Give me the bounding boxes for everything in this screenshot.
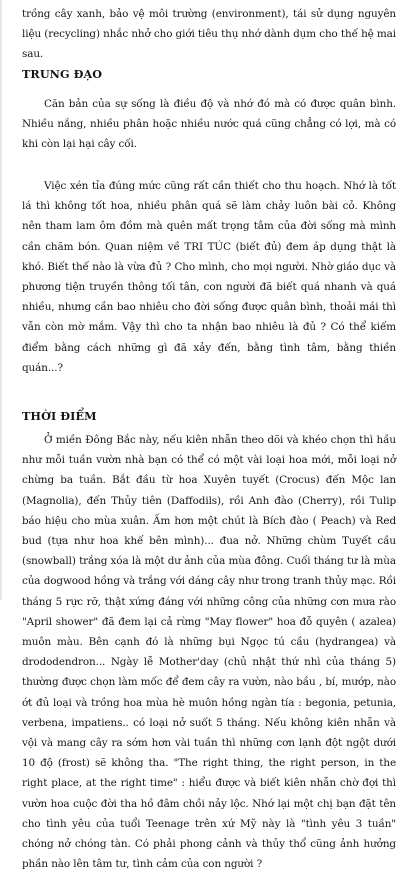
paragraph-seasons-text: Ở miền Đông Bắc này, nếu kiên nhẫn theo dõi và khéo chọn thì hầu như mỗi tuần vườn nhà bạn có thể có một vài loại hoa mới, mỗi loại nở chừng ba tuần. Bắt đầu từ hoa Xuyên tuyết (Crocus) đến Mộc lan (Magnolia), đến Thủy tiên (Daffodils), rồi Anh đào (Cherry), rồi Tulip báo hiệu cho mùa xuân. Ấm hơn một chút là Bích đào ( Peach) và Red bud (tựa như hoa khế bên mình)... đua nở. Những chùm Tuyết cầu (snowball) trắng xóa là một dư ảnh của mùa đông. Cuối tháng tư là mùa của dogwood hồng và trắng với dáng cây như trong tranh thủy mạc. Rồi tháng 5 rực rỡ, thật xứng đáng với những công của những cơn mưa rào "April shower" đã đem lại cả rừng "May flower" hoa đỗ quyên ( azalea) muôn màu. Bên cạnh đó là những bụi Ngọc tú cầu (hydrangea) và drododendron... Ngày lễ Mother'day (chủ nhật thứ nhì của tháng 5) thường được chọn làm mốc để đem cây ra vườn, nào bầu , bí, mướp, nào ớt đủ loại và trồng hoa mùa hè muôn hồng ngàn tía : begonia, petunia, verbena, impatiens.. có loại nở suốt 5 tháng. Nếu không kiên nhẫn và vội và mang cây ra sớm hơn vài tuần thì những cơn lạnh đột ngột dưới 10 độ (frost) sẽ không tha. "The right thing, the right person, in the right place, at the right time" : hiểu được và biết kiên nhẫn chờ đợi thì vườn hoa cuộc đời tha hồ đâm chồi nảy lộc. Nhớ lại một chị bạn đặt tên cho tình yêu của tuổi Teenage trên xứ Mỹ này là "tình yêu 3 tuần" chóng nở chóng tàn. Có phải phong cảnh và thủy thổ cũng ảnh hưởng phần nào lên tâm tư, tình cảm của con người ? bbox=[22, 434, 396, 871]
paragraph-seasons bbox=[22, 430, 396, 874]
paragraph-pruning-text: Việc xén tỉa đúng mức cũng rất cần thiết cho thu hoạch. Nhớ là tốt lá thì không tốt hoa, nhiều phân quá sẽ làm chảy luôn bài cỏ. Không nên tham lam ôm đồm mà quên mất trọng tâm của đời sống mà mình cần chăm bón. Quan niệm về TRI TÚC (biết đủ) đem áp dụng thật là khó. Biết thế nào là vừa đủ ? Cho mình, cho mọi người. Nhờ giáo dục và phương tiện truyền thông tối tân, con người đã biết quá nhanh và quá nhiều, nhưng cần bao nhiêu cho đời sống được quân bình, thoải mái thì vẫn còn mờ mắm. Vậy thì cho ta nhận bao nhiêu là đủ ? Có thể kiếm điểm bằng cách những gì đã xảy đến, bằng tình tâm, bằng thiền quán...? bbox=[22, 180, 396, 374]
paragraph-balance bbox=[22, 94, 396, 155]
page-edge bbox=[0, 0, 2, 600]
section-heading-trung-dao: TRUNG ĐẠO bbox=[22, 67, 103, 81]
paragraph-pruning bbox=[22, 176, 396, 378]
paragraph-balance-text: Căn bản của sự sống là điều độ và nhớ đó mà có được quân bình. Nhiều nắng, nhiều phân hoặc nhiều nước quá cũng chẳng có lợi, mà có khi còn lại hại cây cối. bbox=[22, 98, 396, 151]
section-heading-thoi-diem: THỜI ĐIỂM bbox=[22, 409, 97, 423]
intro-paragraph bbox=[22, 4, 396, 65]
intro-text: trồng cây xanh, bảo vệ môi trường (environment), tái sử dụng nguyên liệu (recycling) nhắc nhở cho giới tiêu thụ nhớ dành dụm cho thế hệ mai sau. bbox=[22, 8, 396, 61]
